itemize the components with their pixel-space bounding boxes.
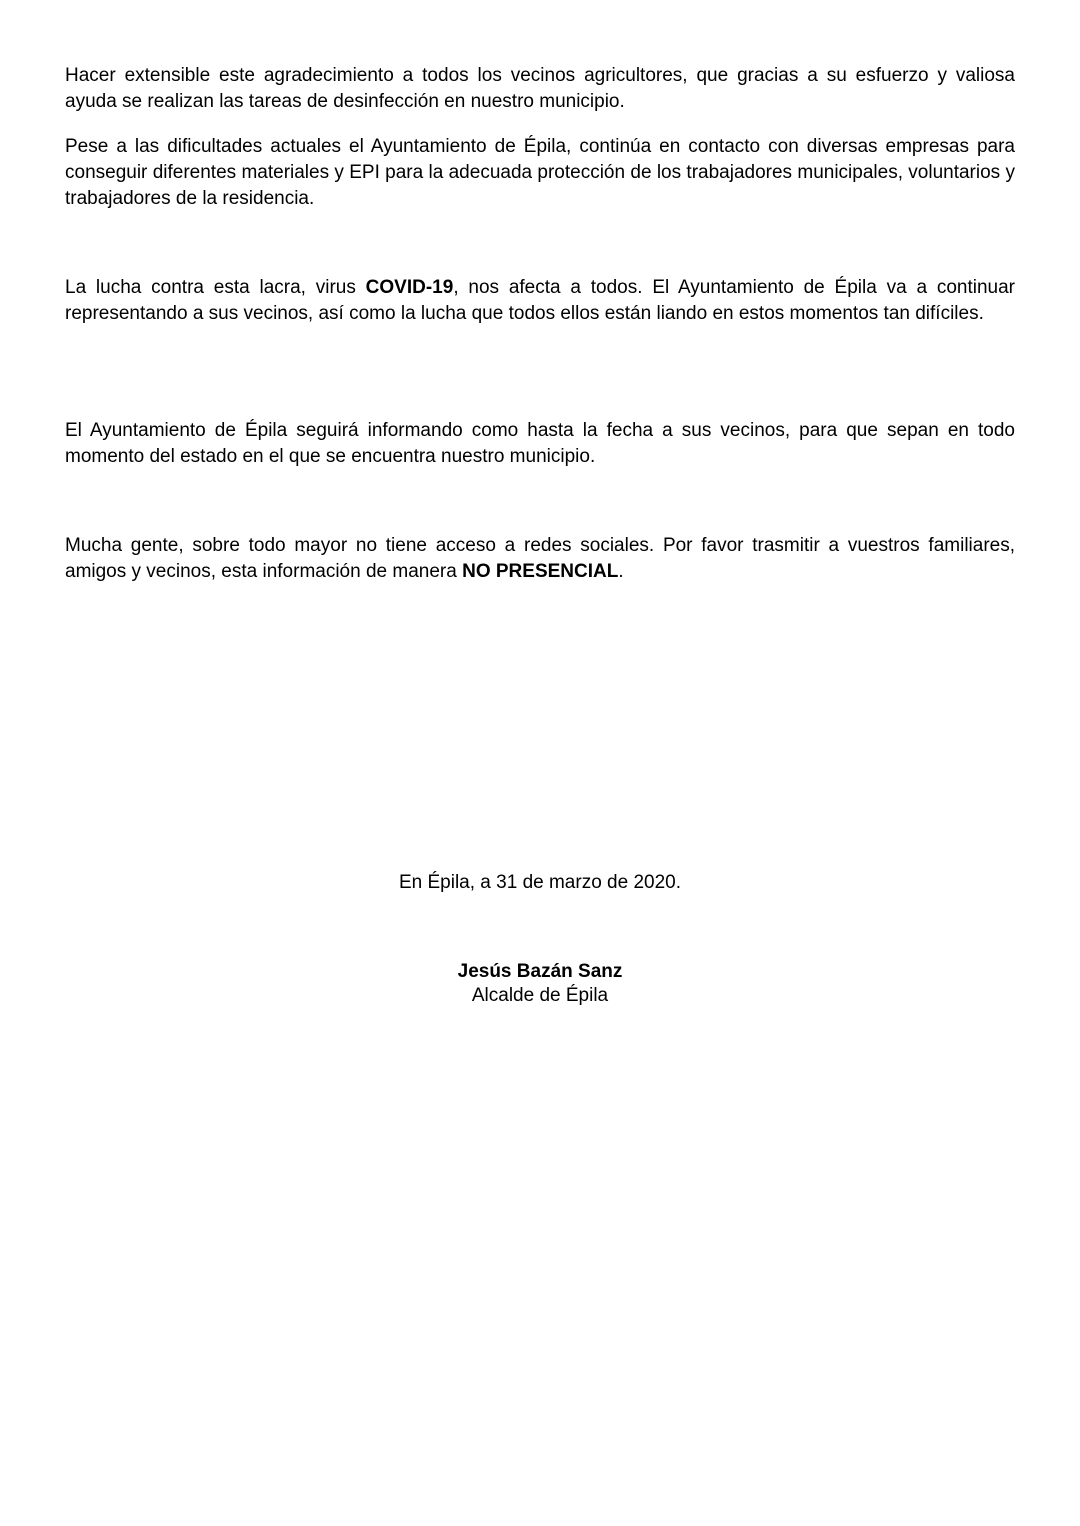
paragraph-covid-fight-text-1: La lucha contra esta lacra, virus — [65, 277, 366, 298]
paragraph-information-updates: El Ayuntamiento de Épila seguirá informando como hasta la fecha a sus vecinos, para que sepan en todo momento del estado en el que se encuentra nuestro municipio. — [65, 420, 1015, 467]
paragraph-ppe-procurement: Pese a las dificultades actuales el Ayuntamiento de Épila, continúa en contacto con diversas empresas para conseguir diferentes materiales y EPI para la adecuada protección de los trabajadores municipales, voluntarios y trabajadores de la residencia. — [65, 136, 1015, 209]
paragraph-share-request-text-1: Mucha gente, sobre todo mayor no tiene acceso a redes sociales. Por favor trasmitir a vuestros familiares, amigos y vecinos, esta información de manera — [65, 535, 1015, 582]
paragraph-share-request-text-2: . — [618, 561, 624, 582]
paragraph-covid-fight-text-2: , nos afecta a todos. El Ayuntamiento de Épila va a continuar representando a sus vecinos, así como la lucha que todos ellos están liando en estos momentos tan difíciles. — [65, 277, 1015, 324]
paragraph-share-request — [65, 533, 1015, 585]
no-presencial-emphasis: NO PRESENCIAL — [462, 561, 619, 582]
signer-name: Jesús Bazán Sanz — [457, 961, 623, 982]
signer-title: Alcalde de Épila — [471, 985, 609, 1006]
paragraph-thanks-farmers: Hacer extensible este agradecimiento a todos los vecinos agricultores, que gracias a su esfuerzo y valiosa ayuda se realizan las tareas de desinfección en nuestro municipio. — [65, 65, 1015, 112]
date-line: En Épila, a 31 de marzo de 2020. — [398, 872, 682, 893]
covid-19-emphasis: COVID-19 — [365, 277, 454, 298]
paragraph-covid-fight — [65, 275, 1015, 327]
